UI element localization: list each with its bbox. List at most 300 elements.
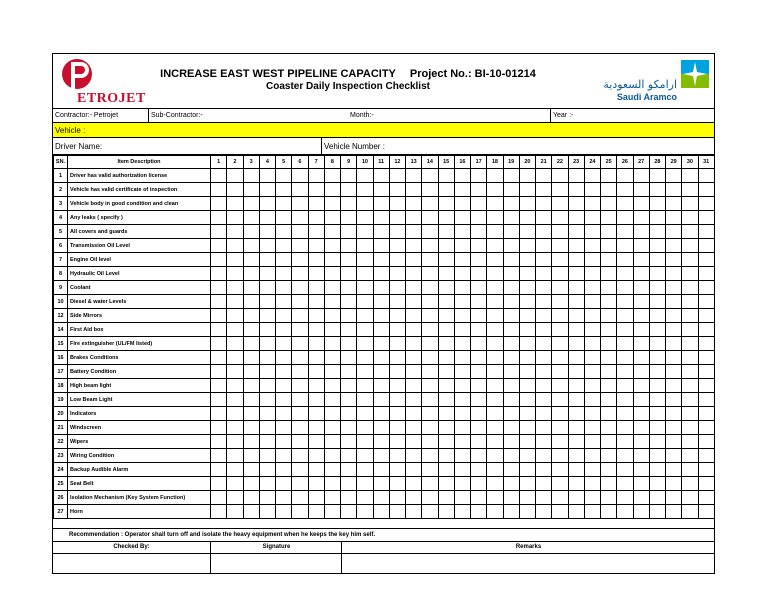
check-cell[interactable] — [292, 239, 308, 253]
check-cell[interactable] — [357, 435, 373, 449]
check-cell[interactable] — [276, 435, 292, 449]
check-cell[interactable] — [601, 211, 617, 225]
check-cell[interactable] — [503, 267, 519, 281]
check-cell[interactable] — [341, 393, 357, 407]
check-cell[interactable] — [601, 463, 617, 477]
check-cell[interactable] — [487, 449, 503, 463]
check-cell[interactable] — [519, 253, 535, 267]
check-cell[interactable] — [617, 477, 633, 491]
check-cell[interactable] — [454, 183, 470, 197]
check-cell[interactable] — [341, 295, 357, 309]
check-cell[interactable] — [666, 407, 682, 421]
check-cell[interactable] — [243, 351, 259, 365]
check-cell[interactable] — [308, 421, 324, 435]
check-cell[interactable] — [259, 197, 275, 211]
check-cell[interactable] — [341, 505, 357, 519]
check-cell[interactable] — [373, 197, 389, 211]
check-cell[interactable] — [568, 211, 584, 225]
check-cell[interactable] — [601, 281, 617, 295]
check-cell[interactable] — [601, 379, 617, 393]
check-cell[interactable] — [471, 197, 487, 211]
check-cell[interactable] — [259, 463, 275, 477]
check-cell[interactable] — [406, 477, 422, 491]
check-cell[interactable] — [406, 463, 422, 477]
check-cell[interactable] — [243, 393, 259, 407]
check-cell[interactable] — [503, 183, 519, 197]
check-cell[interactable] — [308, 239, 324, 253]
check-cell[interactable] — [227, 421, 243, 435]
check-cell[interactable] — [292, 421, 308, 435]
check-cell[interactable] — [682, 239, 698, 253]
check-cell[interactable] — [422, 295, 438, 309]
check-cell[interactable] — [601, 449, 617, 463]
check-cell[interactable] — [568, 407, 584, 421]
check-cell[interactable] — [682, 491, 698, 505]
check-cell[interactable] — [649, 505, 665, 519]
check-cell[interactable] — [406, 337, 422, 351]
check-cell[interactable] — [324, 281, 340, 295]
check-cell[interactable] — [227, 267, 243, 281]
check-cell[interactable] — [519, 211, 535, 225]
check-cell[interactable] — [259, 337, 275, 351]
check-cell[interactable] — [422, 337, 438, 351]
check-cell[interactable] — [568, 449, 584, 463]
check-cell[interactable] — [519, 477, 535, 491]
check-cell[interactable] — [211, 253, 227, 267]
check-cell[interactable] — [519, 407, 535, 421]
check-cell[interactable] — [438, 337, 454, 351]
check-cell[interactable] — [568, 225, 584, 239]
check-cell[interactable] — [519, 183, 535, 197]
check-cell[interactable] — [211, 323, 227, 337]
check-cell[interactable] — [617, 211, 633, 225]
check-cell[interactable] — [211, 281, 227, 295]
check-cell[interactable] — [308, 407, 324, 421]
check-cell[interactable] — [211, 407, 227, 421]
sub-contractor-field[interactable]: Sub-Contractor:- — [148, 108, 348, 122]
check-cell[interactable] — [454, 379, 470, 393]
check-cell[interactable] — [682, 169, 698, 183]
check-cell[interactable] — [227, 225, 243, 239]
check-cell[interactable] — [682, 351, 698, 365]
check-cell[interactable] — [324, 295, 340, 309]
check-cell[interactable] — [666, 477, 682, 491]
check-cell[interactable] — [568, 253, 584, 267]
check-cell[interactable] — [649, 267, 665, 281]
check-cell[interactable] — [389, 253, 405, 267]
check-cell[interactable] — [341, 169, 357, 183]
checked-by-input[interactable] — [53, 554, 210, 573]
check-cell[interactable] — [357, 421, 373, 435]
check-cell[interactable] — [552, 169, 568, 183]
check-cell[interactable] — [341, 225, 357, 239]
check-cell[interactable] — [471, 337, 487, 351]
check-cell[interactable] — [649, 323, 665, 337]
check-cell[interactable] — [422, 491, 438, 505]
check-cell[interactable] — [698, 463, 714, 477]
check-cell[interactable] — [373, 323, 389, 337]
check-cell[interactable] — [324, 421, 340, 435]
check-cell[interactable] — [292, 337, 308, 351]
check-cell[interactable] — [406, 449, 422, 463]
check-cell[interactable] — [357, 323, 373, 337]
check-cell[interactable] — [243, 435, 259, 449]
check-cell[interactable] — [633, 281, 649, 295]
check-cell[interactable] — [617, 491, 633, 505]
check-cell[interactable] — [584, 169, 600, 183]
check-cell[interactable] — [357, 309, 373, 323]
check-cell[interactable] — [682, 435, 698, 449]
check-cell[interactable] — [454, 505, 470, 519]
check-cell[interactable] — [211, 197, 227, 211]
check-cell[interactable] — [406, 211, 422, 225]
check-cell[interactable] — [633, 225, 649, 239]
check-cell[interactable] — [292, 309, 308, 323]
check-cell[interactable] — [259, 239, 275, 253]
check-cell[interactable] — [471, 253, 487, 267]
check-cell[interactable] — [276, 323, 292, 337]
check-cell[interactable] — [519, 365, 535, 379]
check-cell[interactable] — [324, 225, 340, 239]
check-cell[interactable] — [552, 337, 568, 351]
check-cell[interactable] — [568, 309, 584, 323]
check-cell[interactable] — [552, 449, 568, 463]
check-cell[interactable] — [633, 435, 649, 449]
check-cell[interactable] — [698, 421, 714, 435]
check-cell[interactable] — [341, 183, 357, 197]
check-cell[interactable] — [666, 309, 682, 323]
check-cell[interactable] — [698, 309, 714, 323]
check-cell[interactable] — [682, 225, 698, 239]
check-cell[interactable] — [698, 491, 714, 505]
check-cell[interactable] — [682, 365, 698, 379]
check-cell[interactable] — [617, 239, 633, 253]
check-cell[interactable] — [682, 337, 698, 351]
check-cell[interactable] — [243, 239, 259, 253]
check-cell[interactable] — [438, 253, 454, 267]
check-cell[interactable] — [406, 225, 422, 239]
check-cell[interactable] — [552, 295, 568, 309]
check-cell[interactable] — [422, 267, 438, 281]
check-cell[interactable] — [503, 211, 519, 225]
check-cell[interactable] — [373, 211, 389, 225]
check-cell[interactable] — [617, 323, 633, 337]
check-cell[interactable] — [259, 183, 275, 197]
check-cell[interactable] — [341, 379, 357, 393]
check-cell[interactable] — [389, 435, 405, 449]
check-cell[interactable] — [357, 407, 373, 421]
check-cell[interactable] — [438, 393, 454, 407]
check-cell[interactable] — [568, 477, 584, 491]
check-cell[interactable] — [584, 197, 600, 211]
check-cell[interactable] — [536, 309, 552, 323]
check-cell[interactable] — [243, 365, 259, 379]
check-cell[interactable] — [584, 211, 600, 225]
check-cell[interactable] — [601, 435, 617, 449]
check-cell[interactable] — [276, 183, 292, 197]
check-cell[interactable] — [357, 351, 373, 365]
check-cell[interactable] — [503, 393, 519, 407]
check-cell[interactable] — [666, 505, 682, 519]
check-cell[interactable] — [259, 281, 275, 295]
check-cell[interactable] — [341, 435, 357, 449]
check-cell[interactable] — [276, 225, 292, 239]
check-cell[interactable] — [373, 435, 389, 449]
check-cell[interactable] — [698, 211, 714, 225]
check-cell[interactable] — [568, 169, 584, 183]
check-cell[interactable] — [568, 491, 584, 505]
check-cell[interactable] — [633, 379, 649, 393]
check-cell[interactable] — [698, 337, 714, 351]
check-cell[interactable] — [259, 295, 275, 309]
check-cell[interactable] — [698, 477, 714, 491]
check-cell[interactable] — [227, 309, 243, 323]
check-cell[interactable] — [211, 225, 227, 239]
check-cell[interactable] — [682, 323, 698, 337]
check-cell[interactable] — [503, 435, 519, 449]
check-cell[interactable] — [406, 379, 422, 393]
check-cell[interactable] — [649, 477, 665, 491]
check-cell[interactable] — [682, 295, 698, 309]
check-cell[interactable] — [519, 323, 535, 337]
check-cell[interactable] — [324, 477, 340, 491]
check-cell[interactable] — [373, 337, 389, 351]
check-cell[interactable] — [389, 309, 405, 323]
check-cell[interactable] — [649, 463, 665, 477]
check-cell[interactable] — [633, 421, 649, 435]
check-cell[interactable] — [422, 435, 438, 449]
check-cell[interactable] — [503, 295, 519, 309]
check-cell[interactable] — [373, 393, 389, 407]
check-cell[interactable] — [438, 379, 454, 393]
check-cell[interactable] — [227, 337, 243, 351]
check-cell[interactable] — [471, 477, 487, 491]
check-cell[interactable] — [487, 225, 503, 239]
check-cell[interactable] — [471, 309, 487, 323]
check-cell[interactable] — [227, 351, 243, 365]
check-cell[interactable] — [568, 337, 584, 351]
check-cell[interactable] — [601, 183, 617, 197]
check-cell[interactable] — [471, 491, 487, 505]
check-cell[interactable] — [487, 477, 503, 491]
check-cell[interactable] — [259, 169, 275, 183]
check-cell[interactable] — [487, 323, 503, 337]
check-cell[interactable] — [503, 323, 519, 337]
check-cell[interactable] — [406, 253, 422, 267]
check-cell[interactable] — [324, 267, 340, 281]
check-cell[interactable] — [211, 393, 227, 407]
check-cell[interactable] — [649, 183, 665, 197]
check-cell[interactable] — [454, 365, 470, 379]
check-cell[interactable] — [389, 379, 405, 393]
check-cell[interactable] — [276, 449, 292, 463]
check-cell[interactable] — [568, 183, 584, 197]
check-cell[interactable] — [227, 463, 243, 477]
check-cell[interactable] — [666, 337, 682, 351]
check-cell[interactable] — [682, 463, 698, 477]
check-cell[interactable] — [617, 169, 633, 183]
check-cell[interactable] — [341, 239, 357, 253]
check-cell[interactable] — [324, 351, 340, 365]
check-cell[interactable] — [308, 225, 324, 239]
check-cell[interactable] — [454, 169, 470, 183]
check-cell[interactable] — [259, 253, 275, 267]
check-cell[interactable] — [666, 421, 682, 435]
check-cell[interactable] — [666, 225, 682, 239]
check-cell[interactable] — [536, 211, 552, 225]
check-cell[interactable] — [227, 183, 243, 197]
check-cell[interactable] — [487, 351, 503, 365]
check-cell[interactable] — [438, 449, 454, 463]
check-cell[interactable] — [422, 169, 438, 183]
check-cell[interactable] — [406, 267, 422, 281]
check-cell[interactable] — [454, 197, 470, 211]
check-cell[interactable] — [243, 267, 259, 281]
check-cell[interactable] — [292, 365, 308, 379]
check-cell[interactable] — [568, 267, 584, 281]
check-cell[interactable] — [601, 393, 617, 407]
check-cell[interactable] — [633, 393, 649, 407]
check-cell[interactable] — [324, 365, 340, 379]
check-cell[interactable] — [471, 267, 487, 281]
check-cell[interactable] — [422, 197, 438, 211]
check-cell[interactable] — [422, 505, 438, 519]
check-cell[interactable] — [698, 505, 714, 519]
check-cell[interactable] — [292, 253, 308, 267]
check-cell[interactable] — [454, 281, 470, 295]
check-cell[interactable] — [601, 505, 617, 519]
check-cell[interactable] — [227, 323, 243, 337]
check-cell[interactable] — [276, 197, 292, 211]
check-cell[interactable] — [503, 365, 519, 379]
check-cell[interactable] — [308, 379, 324, 393]
check-cell[interactable] — [649, 337, 665, 351]
check-cell[interactable] — [211, 421, 227, 435]
check-cell[interactable] — [552, 421, 568, 435]
check-cell[interactable] — [698, 379, 714, 393]
check-cell[interactable] — [601, 197, 617, 211]
check-cell[interactable] — [471, 183, 487, 197]
check-cell[interactable] — [243, 421, 259, 435]
check-cell[interactable] — [259, 407, 275, 421]
check-cell[interactable] — [584, 463, 600, 477]
check-cell[interactable] — [389, 337, 405, 351]
check-cell[interactable] — [454, 393, 470, 407]
check-cell[interactable] — [633, 267, 649, 281]
check-cell[interactable] — [243, 477, 259, 491]
check-cell[interactable] — [454, 463, 470, 477]
check-cell[interactable] — [227, 253, 243, 267]
check-cell[interactable] — [633, 253, 649, 267]
check-cell[interactable] — [324, 449, 340, 463]
check-cell[interactable] — [487, 421, 503, 435]
check-cell[interactable] — [292, 491, 308, 505]
check-cell[interactable] — [341, 197, 357, 211]
check-cell[interactable] — [406, 169, 422, 183]
check-cell[interactable] — [357, 211, 373, 225]
check-cell[interactable] — [454, 295, 470, 309]
check-cell[interactable] — [519, 281, 535, 295]
check-cell[interactable] — [617, 351, 633, 365]
check-cell[interactable] — [276, 211, 292, 225]
check-cell[interactable] — [324, 211, 340, 225]
check-cell[interactable] — [552, 463, 568, 477]
check-cell[interactable] — [211, 365, 227, 379]
check-cell[interactable] — [259, 449, 275, 463]
check-cell[interactable] — [276, 393, 292, 407]
check-cell[interactable] — [259, 379, 275, 393]
check-cell[interactable] — [471, 323, 487, 337]
check-cell[interactable] — [308, 295, 324, 309]
check-cell[interactable] — [276, 365, 292, 379]
check-cell[interactable] — [519, 393, 535, 407]
check-cell[interactable] — [211, 351, 227, 365]
check-cell[interactable] — [324, 169, 340, 183]
check-cell[interactable] — [503, 379, 519, 393]
check-cell[interactable] — [227, 239, 243, 253]
check-cell[interactable] — [519, 309, 535, 323]
check-cell[interactable] — [211, 183, 227, 197]
check-cell[interactable] — [536, 463, 552, 477]
check-cell[interactable] — [227, 169, 243, 183]
check-cell[interactable] — [649, 435, 665, 449]
check-cell[interactable] — [454, 435, 470, 449]
check-cell[interactable] — [227, 365, 243, 379]
check-cell[interactable] — [601, 421, 617, 435]
check-cell[interactable] — [633, 169, 649, 183]
check-cell[interactable] — [601, 491, 617, 505]
check-cell[interactable] — [259, 393, 275, 407]
check-cell[interactable] — [503, 253, 519, 267]
check-cell[interactable] — [438, 323, 454, 337]
check-cell[interactable] — [698, 197, 714, 211]
check-cell[interactable] — [454, 421, 470, 435]
check-cell[interactable] — [373, 309, 389, 323]
check-cell[interactable] — [584, 407, 600, 421]
check-cell[interactable] — [389, 407, 405, 421]
check-cell[interactable] — [454, 211, 470, 225]
check-cell[interactable] — [519, 197, 535, 211]
check-cell[interactable] — [487, 211, 503, 225]
check-cell[interactable] — [389, 365, 405, 379]
check-cell[interactable] — [601, 169, 617, 183]
check-cell[interactable] — [406, 491, 422, 505]
check-cell[interactable] — [324, 505, 340, 519]
check-cell[interactable] — [406, 435, 422, 449]
check-cell[interactable] — [259, 323, 275, 337]
check-cell[interactable] — [519, 379, 535, 393]
check-cell[interactable] — [584, 253, 600, 267]
check-cell[interactable] — [341, 267, 357, 281]
check-cell[interactable] — [341, 323, 357, 337]
check-cell[interactable] — [536, 449, 552, 463]
check-cell[interactable] — [308, 281, 324, 295]
check-cell[interactable] — [243, 407, 259, 421]
check-cell[interactable] — [617, 281, 633, 295]
check-cell[interactable] — [617, 449, 633, 463]
check-cell[interactable] — [341, 421, 357, 435]
check-cell[interactable] — [308, 337, 324, 351]
check-cell[interactable] — [487, 407, 503, 421]
check-cell[interactable] — [389, 491, 405, 505]
check-cell[interactable] — [357, 477, 373, 491]
check-cell[interactable] — [438, 505, 454, 519]
check-cell[interactable] — [552, 239, 568, 253]
check-cell[interactable] — [649, 365, 665, 379]
check-cell[interactable] — [422, 183, 438, 197]
check-cell[interactable] — [584, 435, 600, 449]
check-cell[interactable] — [666, 435, 682, 449]
